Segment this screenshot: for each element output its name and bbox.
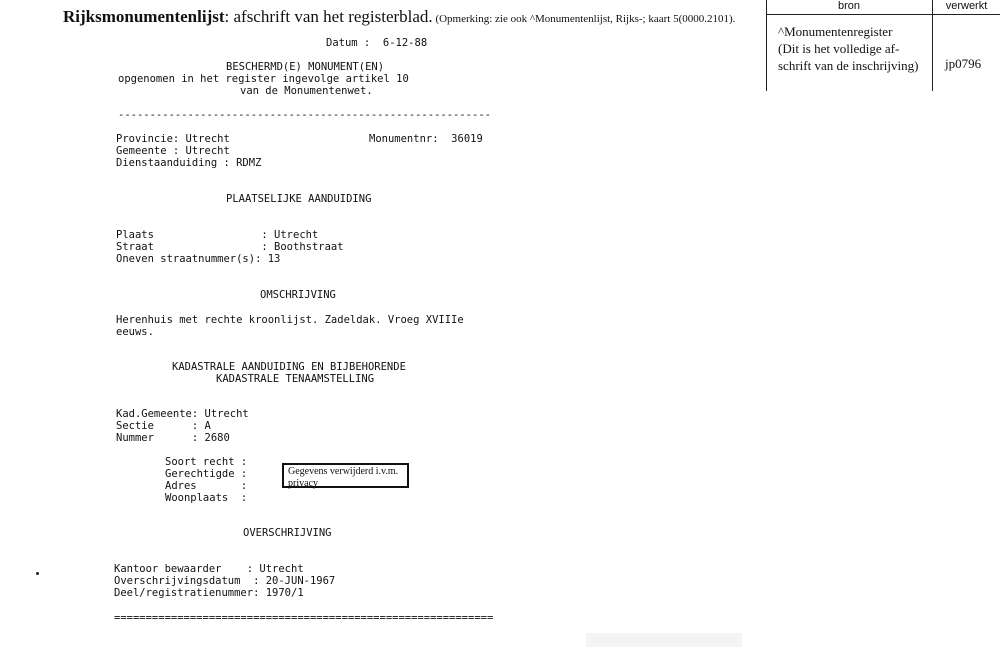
column-header-verwerkt: verwerkt [945, 0, 988, 12]
soort-recht-field: Soort recht : [165, 456, 248, 468]
heading-monumentenwet: van de Monumentenwet. [240, 85, 373, 97]
title-rest: : afschrift van het registerblad. [224, 7, 433, 26]
scan-smudge [586, 633, 742, 647]
kantoor-bewaarder-field: Kantoor bewaarder : Utrecht [114, 563, 304, 575]
title-note: (Opmerking: zie ook ^Monumentenlijst, Rijks-; kaart 5(0000.2101). [432, 13, 736, 25]
column-header-bron: bron [837, 0, 861, 12]
straatnummer-field: Oneven straatnummer(s): 13 [116, 253, 281, 265]
provincie-field: Provincie: Utrecht [116, 133, 230, 145]
omschrijving-line-2: eeuws. [116, 326, 154, 338]
source-line-3: schrift van de inschrijving) [778, 58, 919, 73]
source-line-2: (Dit is het volledige af- [778, 41, 900, 56]
woonplaats-field: Woonplaats : [165, 492, 248, 504]
source-line-1: ^Monumentenregister [778, 24, 893, 39]
kad-gemeente-field: Kad.Gemeente: Utrecht [116, 408, 249, 420]
divider-dashed: ----------------------------------------------------------- [118, 109, 491, 121]
source-description [778, 23, 938, 74]
datum-line: Datum : 6-12-88 [326, 37, 428, 49]
deel-registratienummer-field: Deel/registratienummer: 1970/1 [114, 587, 304, 599]
heading-opgenomen: opgenomen in het register ingevolge artikel 10 [118, 73, 409, 85]
divider-double: ============================================================ [114, 612, 494, 624]
scan-speck [36, 572, 39, 575]
monumentnr-field: Monumentnr: 36019 [369, 133, 483, 145]
page-title [63, 7, 735, 27]
sectie-field: Sectie : A [116, 420, 211, 432]
table-header-divider [766, 14, 1000, 15]
section-kadastrale-1: KADASTRALE AANDUIDING EN BIJBEHORENDE [172, 361, 406, 373]
section-omschrijving: OMSCHRIJVING [260, 289, 336, 301]
plaats-field: Plaats : Utrecht [116, 229, 319, 241]
section-plaatselijke-aanduiding: PLAATSELIJKE AANDUIDING [226, 193, 372, 205]
nummer-field: Nummer : 2680 [116, 432, 230, 444]
adres-field: Adres : [165, 480, 248, 492]
overschrijvingsdatum-field: Overschrijvingsdatum : 20-JUN-1967 [114, 575, 336, 587]
section-kadastrale-2: KADASTRALE TENAAMSTELLING [216, 373, 375, 385]
source-table [766, 0, 1000, 91]
reference-code: jp0796 [945, 56, 982, 71]
gemeente-field: Gemeente : Utrecht [116, 145, 230, 157]
heading-beschermd: BESCHERMD(E) MONUMENT(EN) [226, 61, 385, 73]
dienstaanduiding-field: Dienstaanduiding : RDMZ [116, 157, 262, 169]
privacy-redaction-box: Gegevens verwijderd i.v.m. privacy [282, 463, 409, 488]
gerechtigde-field: Gerechtigde : [165, 468, 248, 480]
omschrijving-line-1: Herenhuis met rechte kroonlijst. Zadeldak. Vroeg XVIIIe [116, 314, 464, 326]
section-overschrijving: OVERSCHRIJVING [243, 527, 332, 539]
title-bold: Rijksmonumentenlijst [63, 7, 225, 26]
straat-field: Straat : Boothstraat [116, 241, 344, 253]
